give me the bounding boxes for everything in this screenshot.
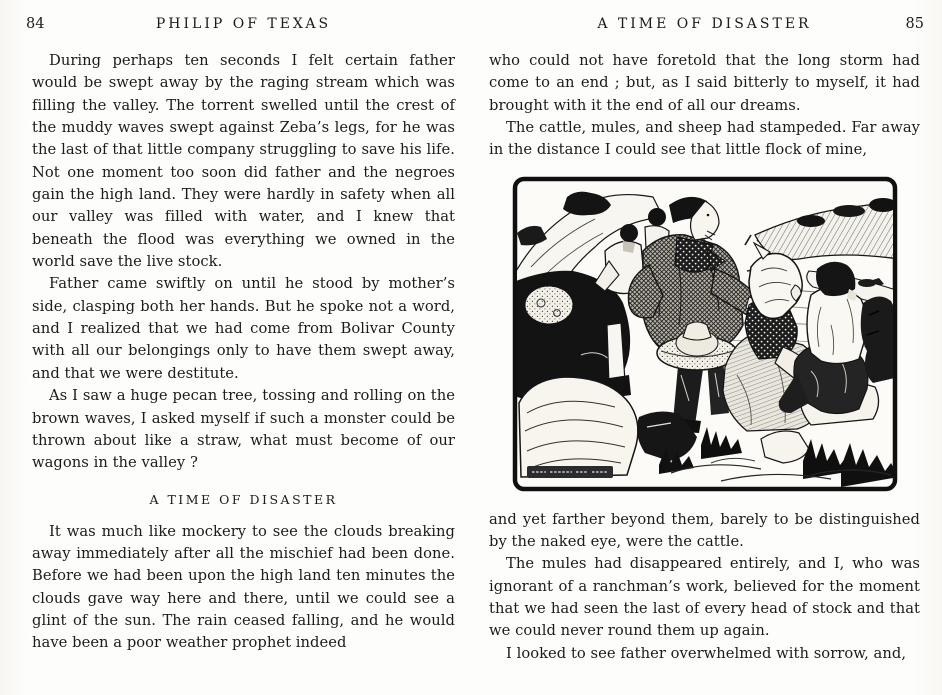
- running-head-right: A TIME OF DISASTER: [597, 16, 812, 32]
- page-number-left: 84: [26, 16, 45, 32]
- paragraph: During perhaps ten seconds I felt certain father would be swept away by the raging stream which was filling the valley. The torrent swelled until the crest of the muddy waves swept against Zeba’s legs, for he was the last of that little company struggling to save his life. Not one moment too soon did father and the negroes gain the high land. They were hardly in safety when all our valley was filled with water, and I knew that beneath the flood was everything we owned in the world save the live stock.: [32, 52, 455, 271]
- section-heading: A TIME OF DISASTER: [149, 491, 338, 507]
- running-head-left: PHILIP OF TEXAS: [155, 16, 332, 32]
- paragraph: I looked to see father overwhelmed with sorrow, and,: [506, 644, 907, 662]
- page-85-body: [489, 50, 920, 665]
- page-number-right: 85: [905, 16, 924, 32]
- paragraph: The cattle, mules, and sheep had stampeded. Far away in the distance I could see that little flock of mine,: [489, 119, 920, 159]
- page-84-body: [32, 50, 455, 655]
- page-84-header: [26, 16, 455, 36]
- paragraph: Father came swiftly on until he stood by mother’s side, clasping both her hands. But he spoke not a word, and I realized that we had come from Bolivar County with all our belongings only to have them swept away, and that we were destitute.: [32, 275, 455, 382]
- paragraph: As I saw a huge pecan tree, tossing and rolling on the brown waves, I asked myself if such a monster could be thrown about like a straw, what must become of our wagons in the valley ?: [32, 387, 455, 472]
- paragraph: who could not have foretold that the long storm had come to an end ; but, as I said bitterly to myself, it had brought with it the end of all our dreams.: [489, 52, 920, 114]
- page-85: [471, 0, 942, 695]
- flood-scene-illustration: [511, 175, 899, 493]
- paragraph: and yet farther beyond them, barely to be distinguished by the naked eye, were the cattle.: [489, 510, 920, 551]
- page-85-header: [489, 16, 924, 36]
- artist-signature: [527, 466, 613, 478]
- paragraph: It was much like mockery to see the clouds breaking away immediately after all the mischief had been done. Before we had been upon the high land ten minutes the clouds gave way here and there, until we could see a glint of the sun. The rain ceased falling, and he would have been a poor weather prophet indeed: [32, 522, 455, 652]
- paragraph: The mules had disappeared entirely, and I, who was ignorant of a ranchman’s work, believed for the moment that we had seen the last of every head of stock and that we could never round them up again.: [489, 555, 920, 640]
